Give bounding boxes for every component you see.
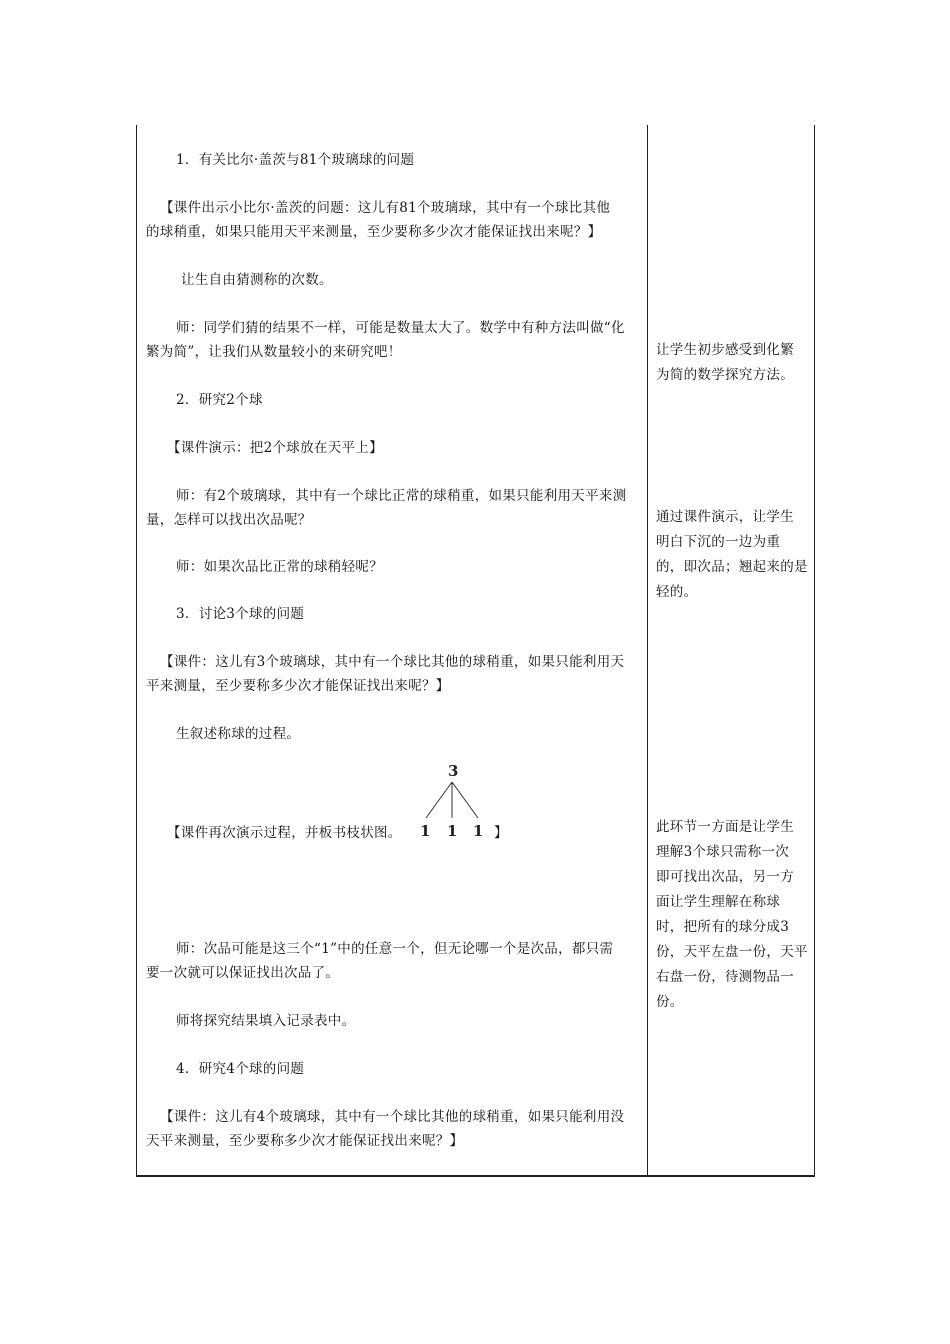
- side-note-3-line2: 理解3个球只需称一次: [656, 844, 790, 860]
- teacher-explain-tree-line2: 要一次就可以保证找出次品了。: [146, 965, 340, 981]
- side-note-2-line2: 明白下沉的一边为重: [656, 534, 781, 550]
- tree-caption-suffix: 】: [494, 825, 508, 841]
- section-3-heading: 3．讨论3个球的问题: [176, 606, 305, 622]
- record-results: 师将探究结果填入记录表中。: [176, 1013, 356, 1029]
- side-note-2-line4: 轻的。: [656, 584, 698, 600]
- side-note-three-balls: [656, 815, 810, 1015]
- courseware-question-81-line2: 的球稍重，如果只能用天平来测量，至少要称多少次才能保证找出来呢？】: [146, 224, 602, 240]
- teacher-2-balls-line2: 量，怎样可以找出次品呢？: [146, 512, 312, 528]
- teacher-simplify-line2: 繁为简”，让我们从数量较小的来研究吧！: [146, 344, 402, 360]
- guess-instruction: 让生自由猜测称的次数。: [181, 272, 333, 288]
- teacher-lighter-question: 师：如果次品比正常的球稍轻呢？: [176, 559, 383, 575]
- tree-caption-prefix: 【课件再次演示过程，并板书枝状图。: [167, 825, 402, 841]
- tree-diagram: [412, 760, 490, 844]
- side-note-1-line1: 让学生初步感受到化繁: [656, 342, 794, 358]
- teacher-explain-tree-line1: 师：次品可能是这三个“1”中的任意一个，但无论哪一个是次品，都只需: [176, 941, 614, 957]
- side-note-3-line4: 面让学生理解在称球: [656, 894, 781, 910]
- tree-root-label: 3: [448, 762, 459, 780]
- tree-leaf-2: 1: [447, 822, 458, 840]
- section-1-heading: 1．有关比尔·盖茨与81个玻璃球的问题: [176, 152, 415, 168]
- tree-branch-left: [426, 782, 452, 818]
- courseware-question-4-line2: 天平来测量，至少要称多少次才能保证找出来呢？】: [146, 1133, 464, 1149]
- side-note-3-line8: 份。: [656, 994, 684, 1010]
- student-describe-process: 生叙述称球的过程。: [176, 726, 301, 742]
- courseware-demo-2-balls: 【课件演示：把2个球放在天平上】: [167, 440, 383, 456]
- side-note-simplify: [656, 338, 810, 388]
- side-note-3-line7: 右盘一份，待测物品一: [656, 969, 794, 985]
- side-note-1-line2: 为简的数学探究方法。: [656, 367, 794, 383]
- courseware-question-3-line1: 【课件：这儿有3个玻璃球，其中有一个球比其他的球稍重，如果只能利用天: [160, 654, 625, 670]
- teacher-2-balls-line1: 师：有2个玻璃球，其中有一个球比正常的球稍重，如果只能利用天平来测: [176, 488, 627, 504]
- tree-leaf-3: 1: [473, 822, 484, 840]
- side-note-3-line6: 份，天平左盘一份，天平: [656, 944, 808, 960]
- teacher-simplify-line1: 师：同学们猜的结果不一样，可能是数量太大了。数学中有种方法叫做“化: [176, 320, 625, 336]
- section-4-heading: 4．研究4个球的问题: [176, 1061, 305, 1077]
- side-note-3-line1: 此环节一方面是让学生: [656, 819, 794, 835]
- courseware-question-4-line1: 【课件：这儿有4个玻璃球，其中有一个球比其他的球稍重，如果只能利用没: [160, 1109, 625, 1125]
- side-note-2-line1: 通过课件演示，让学生: [656, 509, 794, 525]
- side-note-3-line5: 时，把所有的球分成3: [656, 919, 790, 935]
- column-divider: [647, 125, 648, 1177]
- side-note-2-line3: 的，即次品；翘起来的是: [656, 559, 808, 575]
- courseware-question-81-line1: 【课件出示小比尔·盖茨的问题：这儿有81个玻璃球，其中有一个球比其他: [160, 200, 611, 216]
- side-note-balance: [656, 505, 810, 605]
- section-2-heading: 2．研究2个球: [176, 392, 263, 408]
- side-note-3-line3: 即可找出次品，另一方: [656, 869, 794, 885]
- courseware-tree-caption: [167, 821, 402, 845]
- tree-leaf-1: 1: [420, 822, 431, 840]
- tree-branch-right: [452, 782, 478, 818]
- courseware-question-3-line2: 平来测量，至少要称多少次才能保证找出来呢？】: [146, 678, 450, 694]
